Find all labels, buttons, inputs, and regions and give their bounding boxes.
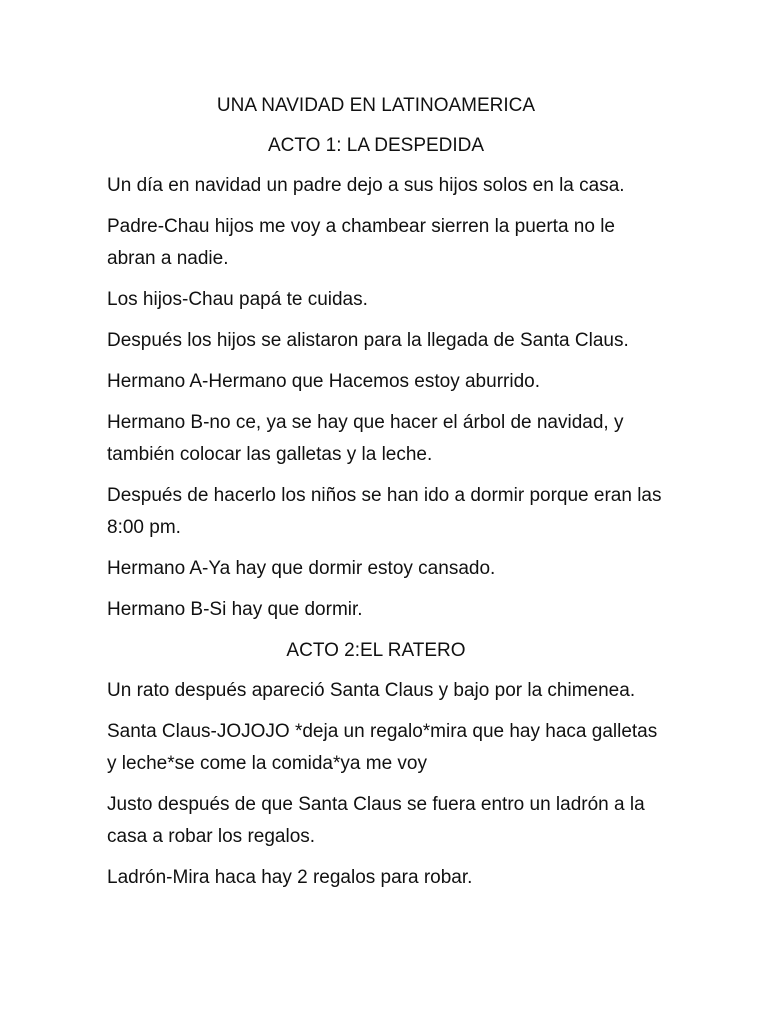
paragraph: Hermano A-Ya hay que dormir estoy cansado. xyxy=(107,558,496,579)
paragraph: Hermano B-no ce, ya se hay que hacer el árbol de navidad, y también colocar las galletas y la leche. xyxy=(107,412,624,465)
paragraph: Santa Claus-JOJOJO *deja un regalo*mira que hay haca galletas y leche*se come la comida*ya me voy xyxy=(107,721,658,774)
document-body xyxy=(107,90,667,903)
paragraph: Ladrón-Mira haca hay 2 regalos para robar. xyxy=(107,867,473,888)
document-title: UNA NAVIDAD EN LATINOAMERICA xyxy=(216,95,536,116)
act2-heading: ACTO 2:EL RATERO xyxy=(286,640,466,661)
paragraph: Hermano A-Hermano que Hacemos estoy aburrido. xyxy=(107,371,540,392)
act1-heading: ACTO 1: LA DESPEDIDA xyxy=(267,135,485,156)
paragraph: Padre-Chau hijos me voy a chambear sierren la puerta no le abran a nadie. xyxy=(107,216,615,269)
paragraph: Hermano B-Si hay que dormir. xyxy=(107,599,363,620)
paragraph: Los hijos-Chau papá te cuidas. xyxy=(107,289,368,310)
paragraph: Un rato después apareció Santa Claus y bajo por la chimenea. xyxy=(107,680,636,701)
paragraph: Un día en navidad un padre dejo a sus hijos solos en la casa. xyxy=(107,175,625,196)
paragraph: Después de hacerlo los niños se han ido a dormir porque eran las 8:00 pm. xyxy=(107,485,662,538)
paragraph: Después los hijos se alistaron para la llegada de Santa Claus. xyxy=(107,330,629,351)
paragraph: Justo después de que Santa Claus se fuera entro un ladrón a la casa a robar los regalos. xyxy=(107,794,645,847)
